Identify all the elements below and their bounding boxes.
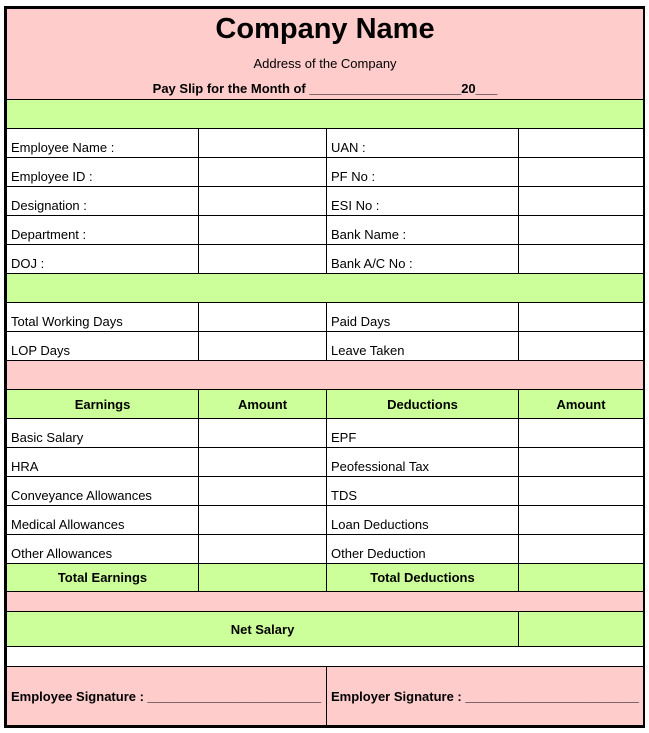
attendance-label: Paid Days	[327, 303, 519, 332]
earnings-amount-header: Amount	[199, 390, 327, 419]
total-deductions-value-cell[interactable]	[519, 564, 644, 592]
attendance-value-cell[interactable]	[519, 303, 644, 332]
header-block	[7, 9, 644, 100]
deduction-label: Loan Deductions	[327, 506, 519, 535]
deduction-amount-cell[interactable]	[519, 448, 644, 477]
info-value-cell[interactable]	[519, 216, 644, 245]
pay-row	[7, 506, 644, 535]
info-value-cell[interactable]	[519, 187, 644, 216]
company-address: Address of the Company	[253, 56, 397, 71]
band-divider	[7, 100, 644, 129]
attendance-label: Leave Taken	[327, 332, 519, 361]
info-label: Employee ID :	[7, 158, 199, 187]
band-divider	[7, 274, 644, 303]
pay-row	[7, 535, 644, 564]
net-salary-value-cell[interactable]	[519, 612, 644, 647]
pay-row	[7, 448, 644, 477]
info-label: UAN :	[327, 129, 519, 158]
total-earnings-label: Total Earnings	[7, 564, 199, 592]
net-salary-row	[7, 612, 644, 647]
info-value-cell[interactable]	[199, 187, 327, 216]
earning-label: Conveyance Allowances	[7, 477, 199, 506]
earning-label: HRA	[7, 448, 199, 477]
info-value-cell[interactable]	[519, 245, 644, 274]
net-salary-label: Net Salary	[7, 612, 519, 647]
info-label: Bank Name :	[327, 216, 519, 245]
info-label: Department :	[7, 216, 199, 245]
pay-slip-sheet	[4, 6, 645, 728]
deduction-label: Peofessional Tax	[327, 448, 519, 477]
info-value-cell[interactable]	[519, 158, 644, 187]
band-divider	[7, 361, 644, 390]
pay-row	[7, 419, 644, 448]
attendance-row	[7, 332, 644, 361]
deduction-amount-cell[interactable]	[519, 477, 644, 506]
deductions-amount-header: Amount	[519, 390, 644, 419]
deduction-amount-cell[interactable]	[519, 535, 644, 564]
earning-label: Other Allowances	[7, 535, 199, 564]
info-label: ESI No :	[327, 187, 519, 216]
pay-table-header	[7, 390, 644, 419]
attendance-label: Total Working Days	[7, 303, 199, 332]
deduction-amount-cell[interactable]	[519, 419, 644, 448]
info-label: PF No :	[327, 158, 519, 187]
earning-amount-cell[interactable]	[199, 477, 327, 506]
employee-signature[interactable]: Employee Signature : ________________________	[7, 667, 327, 726]
info-row	[7, 158, 644, 187]
attendance-value-cell[interactable]	[199, 332, 327, 361]
attendance-value-cell[interactable]	[199, 303, 327, 332]
info-row	[7, 187, 644, 216]
total-deductions-label: Total Deductions	[327, 564, 519, 592]
info-label: Employee Name :	[7, 129, 199, 158]
info-label: Designation :	[7, 187, 199, 216]
deductions-header: Deductions	[327, 390, 519, 419]
earning-amount-cell[interactable]	[199, 506, 327, 535]
deduction-label: EPF	[327, 419, 519, 448]
pay-row	[7, 477, 644, 506]
info-value-cell[interactable]	[199, 129, 327, 158]
company-name: Company Name	[215, 13, 435, 45]
info-label: DOJ :	[7, 245, 199, 274]
earning-amount-cell[interactable]	[199, 448, 327, 477]
info-value-cell[interactable]	[199, 216, 327, 245]
info-value-cell[interactable]	[519, 129, 644, 158]
info-row	[7, 245, 644, 274]
employer-signature[interactable]: Employer Signature : ________________________	[327, 667, 644, 726]
attendance-row	[7, 303, 644, 332]
earning-label: Medical Allowances	[7, 506, 199, 535]
pay-slip-table	[6, 8, 644, 726]
info-value-cell[interactable]	[199, 158, 327, 187]
attendance-value-cell[interactable]	[519, 332, 644, 361]
earning-amount-cell[interactable]	[199, 419, 327, 448]
earnings-header: Earnings	[7, 390, 199, 419]
info-row	[7, 216, 644, 245]
total-earnings-value-cell[interactable]	[199, 564, 327, 592]
earning-amount-cell[interactable]	[199, 535, 327, 564]
blank-spacer-row	[7, 647, 644, 667]
info-row	[7, 129, 644, 158]
deduction-label: Other Deduction	[327, 535, 519, 564]
deduction-amount-cell[interactable]	[519, 506, 644, 535]
info-label: Bank A/C No :	[327, 245, 519, 274]
earning-label: Basic Salary	[7, 419, 199, 448]
band-divider	[7, 592, 644, 612]
info-value-cell[interactable]	[199, 245, 327, 274]
signature-row	[7, 667, 644, 726]
attendance-label: LOP Days	[7, 332, 199, 361]
pay-slip-month-line: Pay Slip for the Month of _____________________20___	[152, 81, 498, 96]
deduction-label: TDS	[327, 477, 519, 506]
totals-row	[7, 564, 644, 592]
